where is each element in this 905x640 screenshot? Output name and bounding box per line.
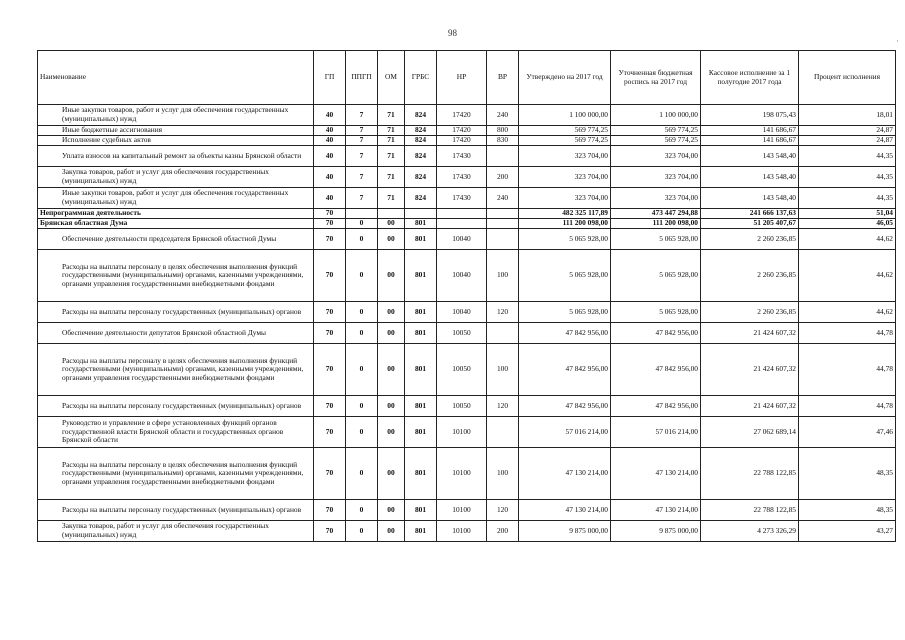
cell-grbs: 801	[405, 448, 437, 500]
cell-percent: 48,35	[799, 448, 896, 500]
row-name-text: Иные бюджетные ассигнования	[62, 125, 163, 135]
cell-name	[38, 521, 314, 542]
cell-grbs: 801	[405, 344, 437, 396]
cell-refined: 47 842 956,00	[611, 396, 701, 417]
cell-name	[38, 146, 314, 167]
cell-gp: 70	[314, 323, 346, 344]
cell-om	[378, 209, 405, 219]
budget-execution-table	[37, 50, 896, 542]
header-approved: Утверждено на 2017 год	[519, 51, 611, 105]
cell-om: 71	[378, 146, 405, 167]
cell-gp: 40	[314, 105, 346, 126]
cell-vr	[487, 323, 519, 344]
cell-nr: 17430	[437, 146, 487, 167]
cell-grbs: 801	[405, 219, 437, 229]
cell-approved: 323 704,00	[519, 167, 611, 188]
cell-percent: 46,05	[799, 219, 896, 229]
table-row	[38, 188, 896, 209]
cell-name	[38, 126, 314, 136]
cell-refined: 323 704,00	[611, 146, 701, 167]
cell-vr: 240	[487, 105, 519, 126]
cell-gp: 70	[314, 344, 346, 396]
header-ppgp: ППГП	[346, 51, 378, 105]
cell-grbs: 801	[405, 250, 437, 302]
cell-approved: 323 704,00	[519, 188, 611, 209]
cell-om: 00	[378, 229, 405, 250]
cell-percent: 44,78	[799, 344, 896, 396]
cell-nr: 10050	[437, 323, 487, 344]
cell-name	[38, 323, 314, 344]
cell-grbs: 801	[405, 500, 437, 521]
cell-cash: 141 686,67	[701, 136, 799, 146]
cell-cash: 198 075,43	[701, 105, 799, 126]
cell-om: 71	[378, 105, 405, 126]
cell-gp: 70	[314, 229, 346, 250]
cell-nr: 10050	[437, 396, 487, 417]
cell-name	[38, 344, 314, 396]
cell-om: 00	[378, 219, 405, 229]
cell-gp: 40	[314, 136, 346, 146]
cell-om: 71	[378, 136, 405, 146]
cell-grbs: 824	[405, 188, 437, 209]
cell-refined: 47 130 214,00	[611, 500, 701, 521]
cell-percent: 44,78	[799, 396, 896, 417]
cell-approved: 1 100 000,00	[519, 105, 611, 126]
cell-name	[38, 209, 314, 219]
cell-refined: 569 774,25	[611, 136, 701, 146]
table-body	[38, 105, 896, 542]
cell-ppgp: 7	[346, 146, 378, 167]
cell-refined: 9 875 000,00	[611, 521, 701, 542]
cell-approved: 47 130 214,00	[519, 500, 611, 521]
cell-refined: 111 200 098,00	[611, 219, 701, 229]
table-row	[38, 396, 896, 417]
cell-grbs: 824	[405, 146, 437, 167]
cell-percent: 51,04	[799, 209, 896, 219]
cell-refined: 1 100 000,00	[611, 105, 701, 126]
cell-gp: 40	[314, 146, 346, 167]
row-name-text: Обеспечение деятельности депутатов Брянской областной Думы	[62, 327, 267, 337]
cell-grbs: 824	[405, 105, 437, 126]
row-name-text: Расходы на выплаты персоналу в целях обеспечения выполнения функций государственными (муниципальными) органами, казенными учреждениями, органами управления государственными внебюджетными фондами	[62, 459, 304, 486]
cell-name	[38, 167, 314, 188]
cell-gp: 40	[314, 188, 346, 209]
cell-ppgp: 0	[346, 417, 378, 448]
cell-approved: 47 130 214,00	[519, 448, 611, 500]
row-name-text: Уплата взносов на капитальный ремонт за объекты казны Брянской области	[62, 150, 302, 160]
cell-cash: 143 548,40	[701, 188, 799, 209]
cell-refined: 569 774,25	[611, 126, 701, 136]
cell-cash: 2 260 236,85	[701, 302, 799, 323]
row-name-text: Иные закупки товаров, работ и услуг для обеспечения государственных (муниципальных) нужд	[62, 105, 289, 123]
cell-approved: 323 704,00	[519, 146, 611, 167]
cell-cash: 4 273 326,29	[701, 521, 799, 542]
cell-vr	[487, 229, 519, 250]
cell-om: 71	[378, 188, 405, 209]
table-row	[38, 146, 896, 167]
cell-ppgp: 0	[346, 250, 378, 302]
cell-percent: 43,27	[799, 521, 896, 542]
cell-cash: 2 260 236,85	[701, 250, 799, 302]
cell-vr: 120	[487, 396, 519, 417]
header-om: ОМ	[378, 51, 405, 105]
cell-approved: 47 842 956,00	[519, 396, 611, 417]
cell-gp: 70	[314, 396, 346, 417]
cell-name	[38, 250, 314, 302]
cell-percent: 24,87	[799, 136, 896, 146]
cell-vr: 100	[487, 250, 519, 302]
table-row	[38, 126, 896, 136]
cell-nr	[437, 219, 487, 229]
cell-grbs: 801	[405, 417, 437, 448]
cell-approved: 5 065 928,00	[519, 250, 611, 302]
cell-om: 71	[378, 126, 405, 136]
cell-om: 00	[378, 521, 405, 542]
cell-ppgp: 0	[346, 500, 378, 521]
cell-name	[38, 136, 314, 146]
cell-ppgp: 7	[346, 105, 378, 126]
table-row	[38, 167, 896, 188]
cell-nr: 10100	[437, 500, 487, 521]
table-row	[38, 302, 896, 323]
cell-vr: 240	[487, 188, 519, 209]
cell-cash: 143 548,40	[701, 167, 799, 188]
cell-grbs: 824	[405, 167, 437, 188]
cell-ppgp: 0	[346, 302, 378, 323]
table-row	[38, 209, 896, 219]
cell-ppgp: 0	[346, 229, 378, 250]
cell-nr	[437, 209, 487, 219]
cell-vr: 100	[487, 344, 519, 396]
table-row	[38, 500, 896, 521]
cell-om: 71	[378, 167, 405, 188]
cell-name	[38, 302, 314, 323]
cell-approved: 111 200 098,00	[519, 219, 611, 229]
cell-nr: 17430	[437, 188, 487, 209]
cell-percent: 44,62	[799, 250, 896, 302]
cell-gp: 40	[314, 167, 346, 188]
cell-refined: 5 065 928,00	[611, 229, 701, 250]
row-name-text: Расходы на выплаты персоналу в целях обеспечения выполнения функций государственными (муниципальными) органами, казенными учреждениями, органами управления государственными внебюджетными фондами	[62, 261, 304, 288]
cell-ppgp: 0	[346, 344, 378, 396]
cell-nr: 17420	[437, 136, 487, 146]
page-number: 98	[448, 28, 457, 38]
cell-ppgp: 0	[346, 219, 378, 229]
cell-name	[38, 448, 314, 500]
cell-ppgp	[346, 209, 378, 219]
row-name-text: Иные закупки товаров, работ и услуг для обеспечения государственных (муниципальных) нужд	[62, 188, 289, 206]
header-nr: НР	[437, 51, 487, 105]
table-row	[38, 229, 896, 250]
cell-ppgp: 7	[346, 167, 378, 188]
cell-nr: 17430	[437, 167, 487, 188]
cell-approved: 569 774,25	[519, 126, 611, 136]
cell-name	[38, 188, 314, 209]
cell-nr: 10100	[437, 417, 487, 448]
cell-refined: 47 842 956,00	[611, 344, 701, 396]
cell-gp: 70	[314, 521, 346, 542]
cell-name	[38, 500, 314, 521]
cell-approved: 57 016 214,00	[519, 417, 611, 448]
cell-om: 00	[378, 323, 405, 344]
cell-name	[38, 105, 314, 126]
row-name-text: Закупка товаров, работ и услуг для обеспечения государственных (муниципальных) нужд	[62, 521, 269, 539]
cell-cash: 21 424 607,32	[701, 344, 799, 396]
table-row	[38, 219, 896, 229]
cell-approved: 47 842 956,00	[519, 344, 611, 396]
cell-nr: 17420	[437, 105, 487, 126]
row-name-text: Расходы на выплаты персоналу государственных (муниципальных) органов	[62, 504, 302, 514]
cell-gp: 70	[314, 448, 346, 500]
cell-name	[38, 417, 314, 448]
cell-cash: 143 548,40	[701, 146, 799, 167]
cell-om: 00	[378, 250, 405, 302]
cell-refined: 47 130 214,00	[611, 448, 701, 500]
cell-ppgp: 0	[346, 396, 378, 417]
cell-om: 00	[378, 448, 405, 500]
table-row	[38, 344, 896, 396]
cell-vr	[487, 219, 519, 229]
row-name-text: Закупка товаров, работ и услуг для обеспечения государственных (муниципальных) нужд	[62, 167, 269, 185]
cell-gp: 70	[314, 209, 346, 219]
cell-refined: 57 016 214,00	[611, 417, 701, 448]
header-grbs: ГРБС	[405, 51, 437, 105]
cell-cash: 21 424 607,32	[701, 396, 799, 417]
cell-gp: 70	[314, 500, 346, 521]
row-name-text: Непрограммная деятельность	[40, 208, 141, 218]
table-row	[38, 136, 896, 146]
cell-om: 00	[378, 396, 405, 417]
cell-gp: 70	[314, 219, 346, 229]
cell-gp: 40	[314, 126, 346, 136]
table-row	[38, 448, 896, 500]
cell-vr: 200	[487, 167, 519, 188]
cell-refined: 47 842 956,00	[611, 323, 701, 344]
cell-gp: 70	[314, 250, 346, 302]
cell-name	[38, 219, 314, 229]
cell-approved: 5 065 928,00	[519, 229, 611, 250]
cell-percent: 18,01	[799, 105, 896, 126]
cell-refined: 473 447 294,88	[611, 209, 701, 219]
cell-cash: 22 788 122,85	[701, 500, 799, 521]
cell-grbs: 824	[405, 126, 437, 136]
cell-vr: 100	[487, 448, 519, 500]
cell-nr: 10050	[437, 344, 487, 396]
table-header-row	[38, 51, 896, 105]
cell-percent: 44,35	[799, 167, 896, 188]
cell-gp: 70	[314, 417, 346, 448]
cell-cash: 27 062 689,14	[701, 417, 799, 448]
cell-nr: 10040	[437, 229, 487, 250]
cell-cash: 241 666 137,63	[701, 209, 799, 219]
cell-grbs: 824	[405, 136, 437, 146]
cell-ppgp: 7	[346, 136, 378, 146]
row-name-text: Обеспечение деятельности председателя Брянской областной Думы	[62, 233, 277, 243]
header-name: Наименование	[38, 51, 314, 105]
cell-vr	[487, 146, 519, 167]
cell-percent: 44,78	[799, 323, 896, 344]
header-refined: Уточненная бюджетная роспись на 2017 год	[611, 51, 701, 105]
cell-vr: 120	[487, 302, 519, 323]
cell-vr	[487, 209, 519, 219]
cell-om: 00	[378, 500, 405, 521]
table-row	[38, 105, 896, 126]
cell-cash: 51 205 407,67	[701, 219, 799, 229]
cell-approved: 482 325 117,89	[519, 209, 611, 219]
cell-grbs	[405, 209, 437, 219]
table-row	[38, 417, 896, 448]
cell-vr: 830	[487, 136, 519, 146]
cell-nr: 10040	[437, 302, 487, 323]
scan-mark: ·	[896, 36, 899, 46]
cell-percent: 48,35	[799, 500, 896, 521]
row-name-text: Расходы на выплаты персоналу государственных (муниципальных) органов	[62, 400, 302, 410]
cell-approved: 47 842 956,00	[519, 323, 611, 344]
cell-grbs: 801	[405, 323, 437, 344]
cell-refined: 5 065 928,00	[611, 302, 701, 323]
cell-grbs: 801	[405, 396, 437, 417]
cell-cash: 21 424 607,32	[701, 323, 799, 344]
row-name-text: Расходы на выплаты персоналу в целях обеспечения выполнения функций государственными (муниципальными) органами, казенными учреждениями, органами управления государственными внебюджетными фондами	[62, 355, 304, 382]
cell-vr	[487, 417, 519, 448]
row-name-text: Руководство и управление в сфере установленных функций органов государственной власти Брянской области и государственных органов Брянской области	[62, 418, 284, 445]
cell-om: 00	[378, 417, 405, 448]
table-row	[38, 250, 896, 302]
cell-om: 00	[378, 302, 405, 323]
cell-nr: 17420	[437, 126, 487, 136]
cell-nr: 10100	[437, 448, 487, 500]
cell-percent: 44,35	[799, 188, 896, 209]
cell-cash: 22 788 122,85	[701, 448, 799, 500]
cell-vr: 800	[487, 126, 519, 136]
table-row	[38, 323, 896, 344]
header-gp: ГП	[314, 51, 346, 105]
cell-percent: 44,62	[799, 229, 896, 250]
cell-vr: 120	[487, 500, 519, 521]
cell-refined: 323 704,00	[611, 167, 701, 188]
cell-gp: 70	[314, 302, 346, 323]
cell-grbs: 801	[405, 521, 437, 542]
cell-refined: 5 065 928,00	[611, 250, 701, 302]
cell-percent: 24,87	[799, 126, 896, 136]
cell-ppgp: 7	[346, 126, 378, 136]
row-name-text: Брянская областная Дума	[40, 218, 128, 228]
cell-vr: 200	[487, 521, 519, 542]
cell-ppgp: 7	[346, 188, 378, 209]
cell-nr: 10040	[437, 250, 487, 302]
cell-approved: 569 774,25	[519, 136, 611, 146]
cell-percent: 44,62	[799, 302, 896, 323]
row-name-text: Исполнение судебных актов	[62, 135, 151, 145]
header-percent: Процент исполнения	[799, 51, 896, 105]
cell-cash: 2 260 236,85	[701, 229, 799, 250]
cell-om: 00	[378, 344, 405, 396]
cell-nr: 10100	[437, 521, 487, 542]
cell-refined: 323 704,00	[611, 188, 701, 209]
header-cash: Кассовое исполнение за 1 полугодие 2017 года	[701, 51, 799, 105]
cell-cash: 141 686,67	[701, 126, 799, 136]
row-name-text: Расходы на выплаты персоналу государственных (муниципальных) органов	[62, 306, 302, 316]
cell-name	[38, 396, 314, 417]
cell-ppgp: 0	[346, 323, 378, 344]
cell-approved: 9 875 000,00	[519, 521, 611, 542]
cell-ppgp: 0	[346, 448, 378, 500]
cell-percent: 47,46	[799, 417, 896, 448]
cell-ppgp: 0	[346, 521, 378, 542]
cell-name	[38, 229, 314, 250]
cell-approved: 5 065 928,00	[519, 302, 611, 323]
header-vr: ВР	[487, 51, 519, 105]
cell-percent: 44,35	[799, 146, 896, 167]
table-row	[38, 521, 896, 542]
cell-grbs: 801	[405, 229, 437, 250]
cell-grbs: 801	[405, 302, 437, 323]
